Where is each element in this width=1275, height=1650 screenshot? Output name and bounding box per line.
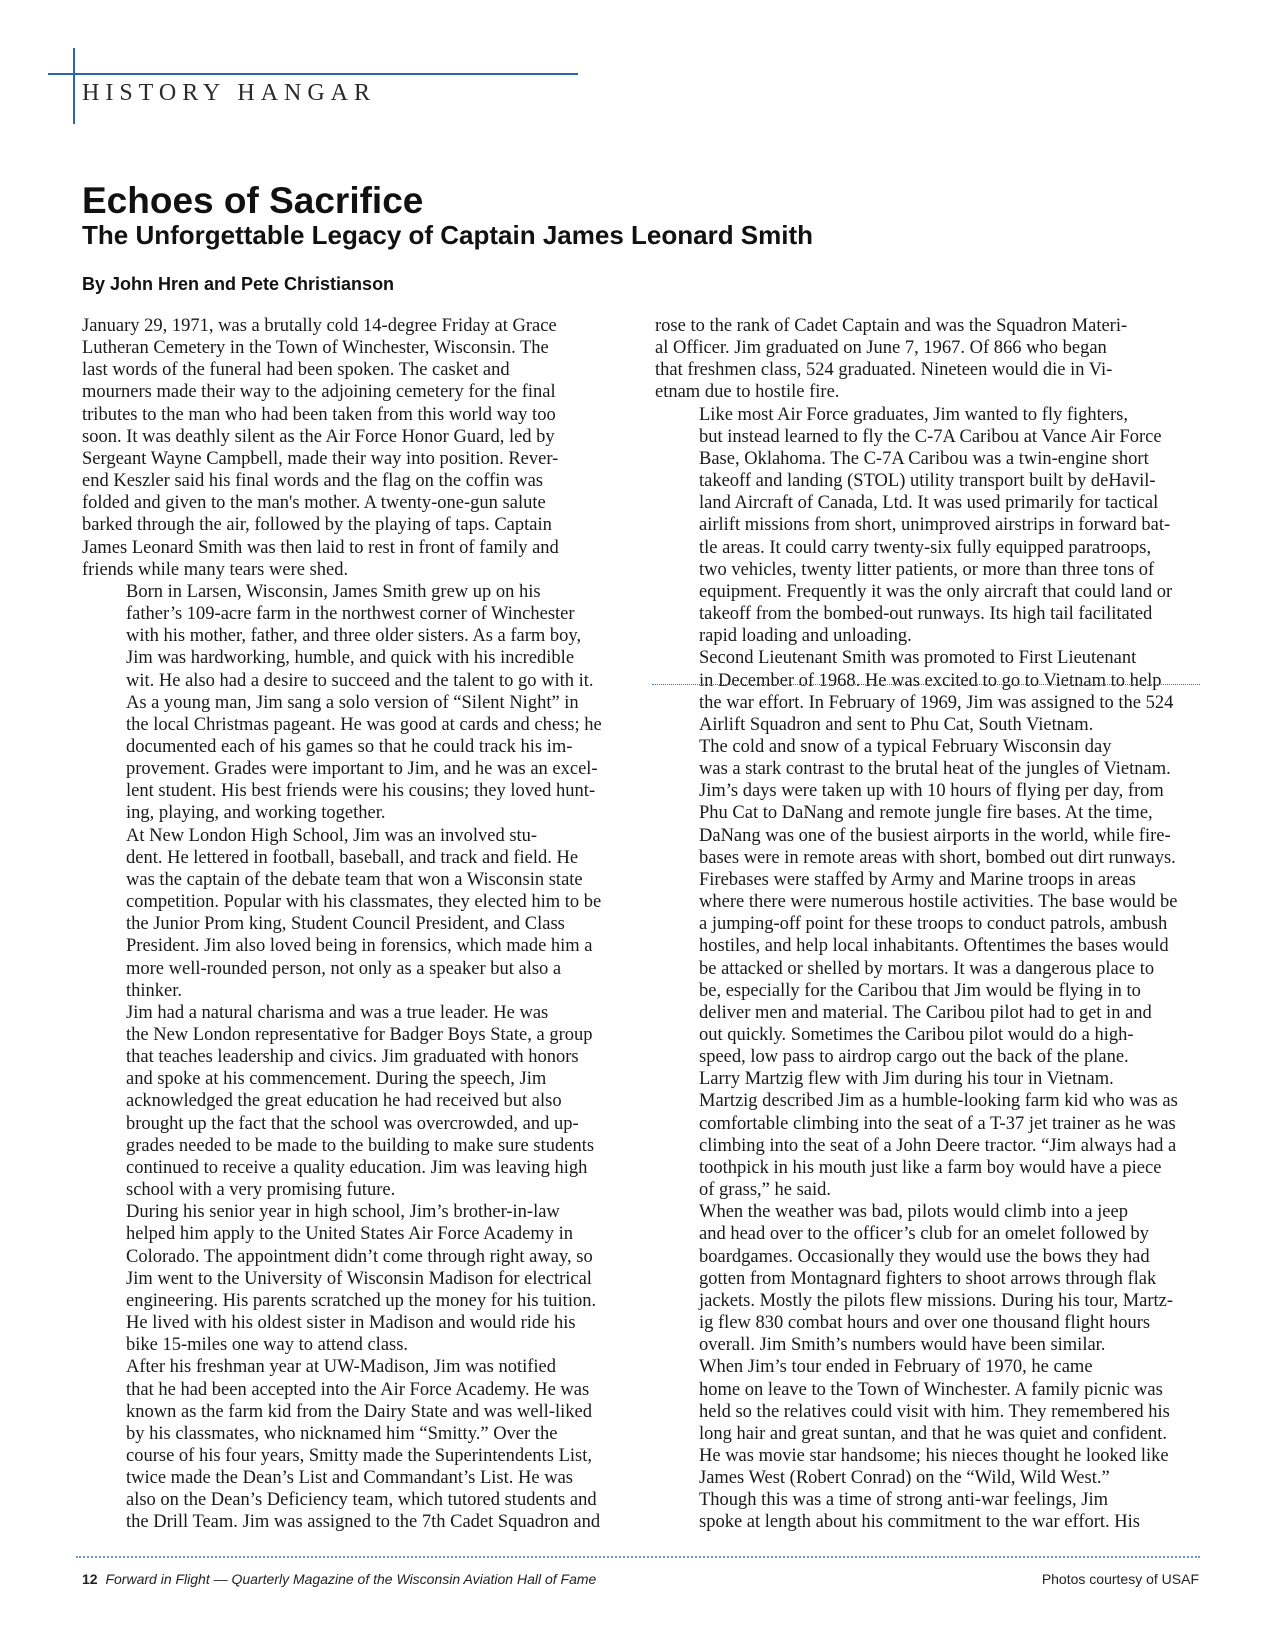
text-line: al Officer. Jim graduated on June 7, 1967. Of 866 who began [655,338,1107,359]
text-line: mourners made their way to the adjoining cemetery for the final [82,382,556,403]
text-line: of grass,” he said. [699,1180,832,1201]
text-line: held so the relatives could visit with him. They remembered his [699,1401,1170,1422]
text-line: bike 15-miles one way to attend class. [126,1335,409,1356]
text-line: wit. He also had a desire to succeed and the talent to go with it. [126,670,594,691]
text-line: takeoff from the bombed-out runways. Its high tail facilitated [699,604,1153,625]
text-line: that freshmen class, 524 graduated. Nineteen would die in Vi- [655,360,1113,381]
text-line: During his senior year in high school, Jim’s brother-in-law [126,1202,560,1223]
text-line: Jim was hardworking, humble, and quick with his incredible [126,648,575,669]
paragraph [655,404,1200,648]
text-line: friends while many tears were shed. [82,559,349,580]
text-line: Like most Air Force graduates, Jim wanted to fly fighters, [699,404,1129,425]
paragraph [82,315,625,581]
text-line: The cold and snow of a typical February Wisconsin day [699,736,1112,757]
article-byline: By John Hren and Pete Christianson [82,274,395,294]
text-line: the Junior Prom king, Student Council President, and Class [126,914,565,935]
text-line: was a stark contrast to the brutal heat of the jungles of Vietnam. [699,759,1171,780]
text-line: Jim’s days were taken up with 10 hours of flying per day, from [699,781,1164,802]
text-line: more well-rounded person, not only as a speaker but also a [126,958,562,979]
text-line: and head over to the officer’s club for an omelet followed by [699,1224,1149,1245]
text-line: Though this was a time of strong anti-war feelings, Jim [699,1490,1108,1511]
text-line: soon. It was deathly silent as the Air Force Honor Guard, led by [82,426,555,447]
text-line: school with a very promising future. [126,1180,396,1201]
text-line: He lived with his oldest sister in Madison and would ride his [126,1313,576,1334]
text-line: continued to receive a quality education. Jim was leaving high [126,1157,588,1178]
text-line: Colorado. The appointment didn’t come through right away, so [126,1246,593,1267]
text-line: twice made the Dean’s List and Commandant’s List. He was [126,1468,573,1489]
text-line: dent. He lettered in football, baseball, and track and field. He [126,847,579,868]
footer-left [82,1571,596,1587]
text-line: competition. Popular with his classmates, they elected him to be [126,892,602,913]
text-line: brought up the fact that the school was overcrowded, and up- [126,1113,579,1134]
text-line: home on leave to the Town of Winchester. A family picnic was [699,1379,1163,1400]
text-line: thinker. [126,980,183,1001]
text-line: Jim had a natural charisma and was a true leader. He was [126,1002,549,1023]
section-label: HISTORY HANGAR [82,80,377,106]
text-line: father’s 109-acre farm in the northwest corner of Winchester [126,604,575,625]
paragraph [655,1489,1200,1533]
text-line: tle areas. It could carry twenty-six fully equipped paratroops, [699,537,1152,558]
text-line: grades needed to be made to the building to make sure students [126,1135,595,1156]
page-number: 12 [82,1571,98,1587]
body-column-left [82,315,625,1534]
text-line: equipment. Frequently it was the only aircraft that could land or [699,581,1173,602]
text-line: lent student. His best friends were his cousins; they loved hunt- [126,781,596,802]
text-line: boardgames. Occasionally they would use the bows they had [699,1246,1150,1267]
text-line: was the captain of the debate team that won a Wisconsin state [126,869,583,890]
text-line: overall. Jim Smith’s numbers would have been similar. [699,1335,1106,1356]
text-line: When Jim’s tour ended in February of 1970, he came [699,1357,1093,1378]
footer-rule [76,1556,1200,1558]
text-line: January 29, 1971, was a brutally cold 14-degree Friday at Grace [82,316,557,336]
text-line: Second Lieutenant Smith was promoted to First Lieutenant [699,648,1137,669]
text-line: Firebases were staffed by Army and Marine troops in areas [699,869,1136,890]
text-line: Phu Cat to DaNang and remote jungle fire bases. At the time, [699,803,1153,824]
text-line: deliver men and material. The Caribou pilot had to get in and [699,1002,1152,1023]
text-line: provement. Grades were important to Jim, and he was an excel- [126,759,598,780]
paragraph [82,581,625,825]
text-line: in December of 1968. He was excited to go to Vietnam to help [699,670,1162,691]
paragraph [655,1068,1200,1201]
text-line: Sergeant Wayne Campbell, made their way into position. Rever- [82,448,559,469]
text-line: gotten from Montagnard fighters to shoot arrows through flak [699,1268,1157,1289]
text-line: After his freshman year at UW-Madison, Jim was notified [126,1357,557,1378]
text-line: by his classmates, who nicknamed him “Smitty.” Over the [126,1423,558,1444]
text-line: the war effort. In February of 1969, Jim was assigned to the 524 [699,692,1174,713]
text-line: the New London representative for Badger Boys State, a group [126,1025,593,1045]
text-line: ig flew 830 combat hours and over one thousand flight hours [699,1313,1151,1334]
paragraph [82,1002,625,1201]
photo-credit: Photos courtesy of USAF [1041,1571,1199,1587]
text-line: out quickly. Sometimes the Caribou pilot would do a high- [699,1025,1134,1045]
text-line: spoke at length about his commitment to the war effort. His [699,1512,1141,1533]
text-line: last words of the funeral had been spoken. The casket and [82,360,510,381]
text-line: takeoff and landing (STOL) utility transport built by deHavil- [699,471,1156,492]
text-line: Larry Martzig flew with Jim during his tour in Vietnam. [699,1069,1114,1090]
text-line: end Keszler said his final words and the flag on the coffin was [82,471,544,492]
text-line: the Drill Team. Jim was assigned to the 7th Cadet Squadron and [126,1512,601,1533]
text-line: that teaches leadership and civics. Jim graduated with honors [126,1047,579,1068]
text-line: rapid loading and unloading. [699,626,912,647]
text-line: acknowledged the great education he had received but also [126,1091,562,1112]
magazine-name: Forward in Flight — Quarterly Magazine of the Wisconsin Aviation Hall of Fame [105,1571,597,1587]
text-line: with his mother, father, and three older sisters. As a farm boy, [126,626,582,647]
text-line: James West (Robert Conrad) on the “Wild, Wild West.” [699,1468,1110,1489]
text-line: speed, low pass to airdrop cargo out the back of the plane. [699,1047,1129,1068]
text-line: Lutheran Cemetery in the Town of Winchester, Wisconsin. The [82,338,549,359]
text-line: jackets. Mostly the pilots flew missions. During his tour, Martz- [699,1290,1174,1311]
text-line: and spoke at his commencement. During the speech, Jim [126,1069,547,1090]
text-line: barked through the air, followed by the playing of taps. Captain [82,515,552,536]
text-line: Base, Oklahoma. The C-7A Caribou was a twin-engine short [699,448,1149,469]
text-line: be attacked or shelled by mortars. It was a dangerous place to [699,958,1155,979]
text-line: that he had been accepted into the Air Force Academy. He was [126,1379,590,1400]
text-line: comfortable climbing into the seat of a T-37 jet trainer as he was [699,1113,1176,1134]
text-line: documented each of his games so that he could track his im- [126,736,573,757]
text-line: Born in Larsen, Wisconsin, James Smith grew up on his [126,581,541,602]
body-column-right [655,315,1200,1534]
text-line: bases were in remote areas with short, bombed out dirt runways. [699,847,1176,868]
text-line: President. Jim also loved being in forensics, which made him a [126,936,593,957]
text-line: DaNang was one of the busiest airports in the world, while fire- [699,825,1171,846]
text-line: As a young man, Jim sang a solo version of “Silent Night” in [126,692,579,713]
text-line: James Leonard Smith was then laid to rest in front of family and [82,537,559,558]
paragraph [655,1201,1200,1356]
text-line: land Aircraft of Canada, Ltd. It was used primarily for tactical [699,493,1159,514]
text-line: the local Christmas pageant. He was good at cards and chess; he [126,714,602,735]
header-rule-horizontal [48,73,578,75]
text-line: Martzig described Jim as a humble-looking farm kid who was as [699,1091,1178,1112]
text-line: known as the farm kid from the Dairy State and was well-liked [126,1401,592,1422]
text-line: Airlift Squadron and sent to Phu Cat, South Vietnam. [699,714,1094,735]
paragraph [82,825,625,1002]
text-line: where there were numerous hostile activities. The base would be [699,892,1178,913]
text-line: but instead learned to fly the C-7A Caribou at Vance Air Force [699,426,1162,447]
text-line: tributes to the man who had been taken from this world way too [82,404,556,425]
text-line: hostiles, and help local inhabitants. Oftentimes the bases would [699,936,1169,957]
text-line: ing, playing, and working together. [126,803,386,824]
text-line: airlift missions from short, unimproved airstrips in forward bat- [699,515,1171,536]
text-line: Jim went to the University of Wisconsin Madison for electrical [126,1268,592,1289]
text-line: a jumping-off point for these troops to conduct patrols, ambush [699,914,1168,935]
text-line: course of his four years, Smitty made the Superintendents List, [126,1445,593,1466]
paragraph [655,647,1200,736]
paragraph [655,1356,1200,1489]
text-line: toothpick in his mouth just like a farm boy would have a piece [699,1157,1162,1178]
text-line: rose to the rank of Cadet Captain and was the Squadron Materi- [655,316,1128,336]
header-rule-vertical [73,48,75,124]
text-line: etnam due to hostile fire. [655,382,840,403]
text-line: be, especially for the Caribou that Jim would be flying in to [699,980,1141,1001]
text-line: engineering. His parents scratched up the money for his tuition. [126,1290,597,1311]
text-line: helped him apply to the United States Air Force Academy in [126,1224,573,1245]
text-line: climbing into the seat of a John Deere tractor. “Jim always had a [699,1135,1177,1156]
text-line: folded and given to the man's mother. A twenty-one-gun salute [82,493,546,514]
text-line: He was movie star handsome; his nieces thought he looked like [699,1445,1169,1466]
article-subtitle: The Unforgettable Legacy of Captain James Leonard Smith [82,220,814,250]
text-line: At New London High School, Jim was an involved stu- [126,825,538,846]
text-line: long hair and great suntan, and that he was quiet and confident. [699,1423,1168,1444]
annotation-dotted-line [652,684,1200,685]
paragraph [655,736,1200,1068]
paragraph [82,1356,625,1533]
paragraph [82,1201,625,1356]
text-line: When the weather was bad, pilots would climb into a jeep [699,1202,1128,1223]
article-title: Echoes of Sacrifice [82,180,424,221]
paragraph [655,315,1200,404]
text-line: two vehicles, twenty litter patients, or more than three tons of [699,559,1155,580]
text-line: also on the Dean’s Deficiency team, which tutored students and [126,1490,597,1511]
